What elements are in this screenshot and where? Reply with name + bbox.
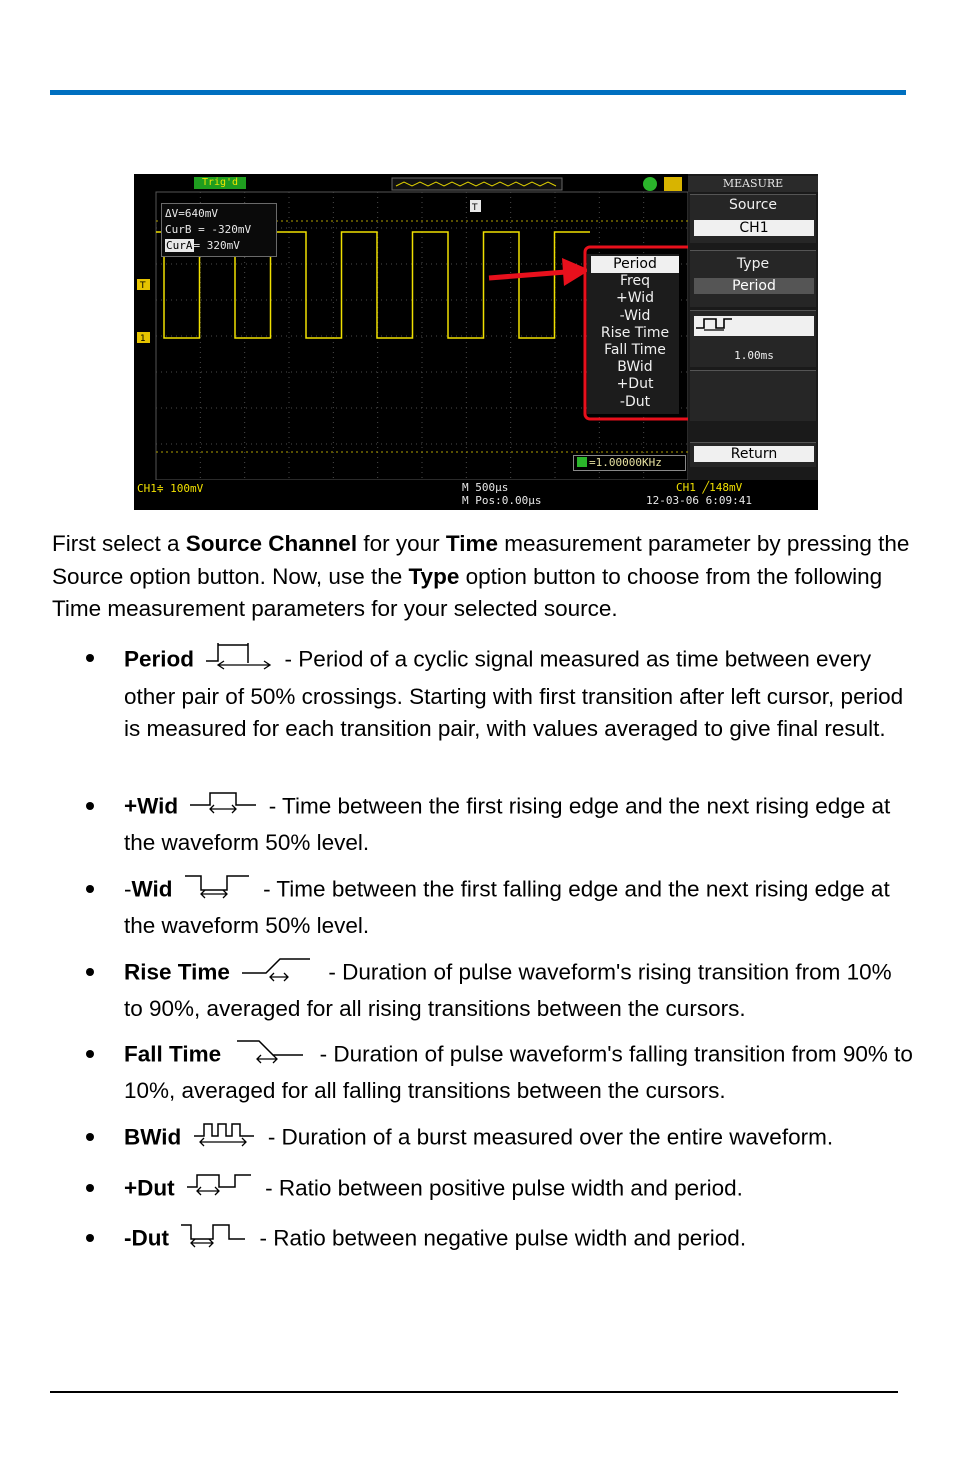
delta-voltage: ΔV=640mV xyxy=(165,207,218,220)
bullet-rise-time: Rise Time - Duration of pulse waveform's rising transition from 10% to 90%, averaged for all rising transitions between the cursors. xyxy=(124,955,914,1025)
bullet-plus-dut: +Dut - Ratio between positive pulse width and period. xyxy=(124,1171,914,1209)
source-value: CH1 xyxy=(694,220,814,236)
menu-title: MEASURE xyxy=(688,176,818,192)
bullet-minus-dut: -Dut - Ratio between negative pulse width and period. xyxy=(124,1221,914,1259)
oscilloscope-screenshot xyxy=(134,174,818,510)
intro-paragraph: First select a Source Channel for your Time measurement parameter by pressing the Source option button. Now, use the Type option button to choose from the following Time measurement parameters for your selected source. xyxy=(52,531,910,621)
plus-duty-icon xyxy=(185,1171,255,1209)
footer-rule xyxy=(50,1391,898,1393)
cursor-readout xyxy=(161,203,277,257)
minus-width-icon xyxy=(183,872,253,910)
type-option--dut[interactable]: -Dut xyxy=(619,393,651,410)
timebase: M 500μs xyxy=(462,481,509,494)
cursor-b-value: CurB = -320mV xyxy=(165,223,252,236)
type-label: Type xyxy=(736,256,770,272)
date-time: 12-03-06 6:09:41 xyxy=(646,494,752,507)
header-rule xyxy=(50,90,906,95)
memory-position: M Pos:0.00μs xyxy=(462,494,542,507)
type-value: Period xyxy=(694,278,814,294)
type-option-period[interactable]: Period xyxy=(591,256,679,273)
bullet-period: Period - Period of a cyclic signal measured as time between every other pair of 50% crossings. Starting with first transition after left cursor, period is measured for each transition pair, with values averaged to give final result. xyxy=(124,641,914,746)
bullet-plus-wid: +Wid - Time between the first rising edge and the next rising edge at the waveform 50% level. xyxy=(124,789,914,859)
type-option--wid[interactable]: -Wid xyxy=(619,307,651,324)
svg-text:T: T xyxy=(472,203,478,213)
type-option--dut[interactable]: +Dut xyxy=(616,376,654,393)
type-option--wid[interactable]: +Wid xyxy=(615,290,655,307)
frequency-readout: =1.00000KHz xyxy=(573,455,686,471)
type-option-bwid[interactable]: BWid xyxy=(617,359,653,376)
bullet-fall-time: Fall Time - Duration of pulse waveform's falling transition from 90% to 10%, averaged for all falling transitions between the cursors. xyxy=(124,1037,914,1107)
cursor-a-value: = 320mV xyxy=(193,239,240,252)
type-option-rise-time[interactable]: Rise Time xyxy=(600,324,670,341)
trigger-status: Trig'd xyxy=(194,177,246,189)
measure-value: 1.00ms xyxy=(734,349,774,362)
fall-time-icon xyxy=(231,1037,309,1075)
period-icon-large xyxy=(694,316,814,336)
minus-duty-icon xyxy=(179,1221,249,1259)
svg-text:T: T xyxy=(140,281,146,291)
plus-width-icon xyxy=(188,789,258,827)
svg-text:1: 1 xyxy=(140,334,146,344)
burst-width-icon xyxy=(192,1120,258,1158)
period-icon xyxy=(204,641,274,681)
rise-time-icon xyxy=(240,955,318,993)
ch1-scale: CH1≑ 100mV xyxy=(137,482,204,495)
type-option-freq[interactable]: Freq xyxy=(620,273,650,290)
cursor-a-tag: CurA xyxy=(166,239,193,252)
empty-softkey[interactable] xyxy=(690,370,816,421)
trigger-level: CH1 ╱148mV xyxy=(676,481,743,494)
return-label: Return xyxy=(694,446,814,462)
bullet-bwid: BWid - Duration of a burst measured over the entire waveform. xyxy=(124,1120,914,1158)
type-option-fall-time[interactable]: Fall Time xyxy=(604,342,666,358)
scope-status-bar xyxy=(134,480,818,510)
bullet-minus-wid: -Wid - Time between the first falling edge and the next rising edge at the waveform 50% level. xyxy=(124,872,914,942)
source-label: Source xyxy=(728,197,778,213)
